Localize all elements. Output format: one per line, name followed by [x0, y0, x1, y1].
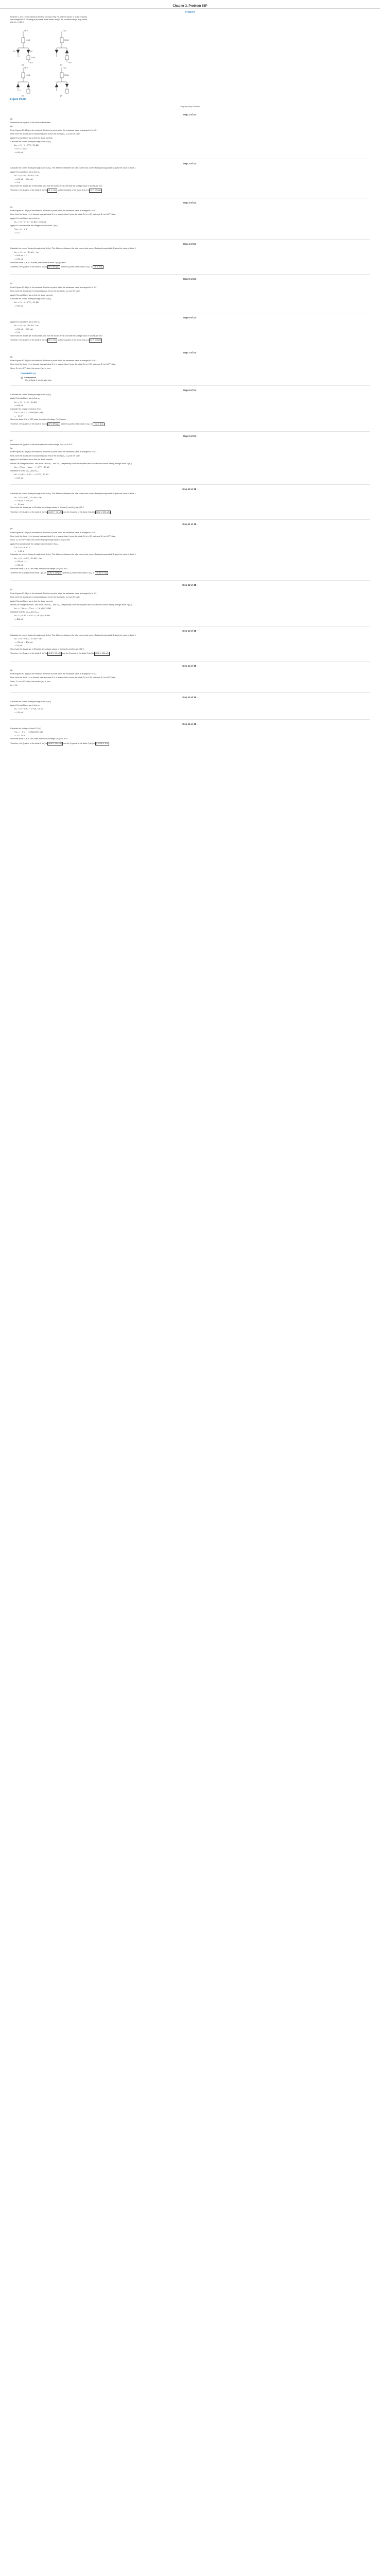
step-label [10, 693, 370, 701]
step-number: 7 of 18 [188, 351, 196, 354]
solution-step [10, 385, 370, 431]
solution-text: Iᴅ₂ = 0 A [10, 684, 18, 687]
chevron-right-icon[interactable]: › [196, 316, 197, 319]
answer-fragment: . [109, 742, 110, 744]
solution-text: Here, both the diodes are in forward bias and hence the diodes (D₁, D₂) are ON state. [10, 290, 80, 293]
solution-text: Apply KVL and Ohm's law to find the diode currents. [10, 294, 53, 296]
equation: = 82 μA [14, 645, 22, 647]
equation: Iᴅ₂ = (0 − (−6 V)) / 10 kΩ [14, 144, 39, 147]
solution-text: Here, both the diode 1 is in forward bias and diode 2 is in reverse bias. Hence, the diode D₁ is in ON state and D₂ is in OFF state. [10, 535, 116, 537]
equation: = 0 A [14, 331, 20, 334]
solution-text: Calculate the current flowing through diode 1 (Iᴅ₂). [10, 141, 52, 143]
tab-problem[interactable]: Problem [185, 11, 195, 14]
equation: = 559 μA [14, 711, 24, 714]
fig-label-vplus-b: +6 V [63, 29, 66, 32]
solution-text: Apply KVL and Ohm's law to find Iᴅ₁. [10, 217, 41, 219]
step-label [10, 386, 370, 394]
answer-box: (0 V, 600 μA) [89, 338, 102, 342]
step-number: 16 of 18 [187, 722, 197, 725]
answer-box: (−12 V, 0 A) [93, 422, 105, 426]
solution-text: (c) [10, 588, 13, 591]
solution-text: Here, both the diodes are in forward bias and hence the diodes (D₁, D₂) are ON state. [10, 133, 80, 135]
fig-label-r2-a: 10 kΩ [31, 56, 36, 59]
step-number: 13 of 18 [187, 629, 197, 632]
step-number: 4 of 18 [188, 243, 196, 246]
equation: = 0 A [14, 181, 20, 184]
solution-text: Apply KVL and Ohm's law to find Iᴅ₁. [10, 320, 41, 323]
equation: Iᴅ₁ = (6 − 0) / 10 kΩ − Iᴅ₂ [14, 175, 39, 177]
solution-text: Refer Figures P3.58 (b) in the textbook. Find the Iᴅ points when the resistance value is changed to 10 kΩ. [10, 531, 97, 534]
equation: = 0 V [14, 231, 20, 234]
equation: Vᴅ₂ = 6 − 6.82 V [14, 547, 30, 549]
answer-fragment: Therefore, the Q-points of the diode 1 (Iᴅ₁) is [10, 339, 48, 342]
solution-text: Calculate the current flowing through diode 1 (Iᴅ₁). The difference between the total current and current flowing through diode 2 gives the value of diode 1. [10, 247, 136, 250]
solution-step [10, 110, 370, 159]
solution-text: Refer Figures P3.58 (a) in the textbook. Find the Iᴅ points when the resistance value is changed to 10 kΩ. [10, 451, 97, 453]
answer-fragment: Therefore, the Q-points of the diode 1 (Iᴅ₁) is [10, 266, 48, 268]
step-number: 11 of 18 [187, 523, 197, 526]
step-label [10, 313, 370, 321]
step-prefix: Step [182, 584, 187, 587]
solution-text: Substitute 0.82 for Vᴅ₁ₒₙ and Vᴅ₂ₒₙ. [10, 611, 40, 614]
step-prefix: Step [182, 696, 187, 699]
equation: = 436 μA [14, 618, 24, 621]
fig-label-r-c: 10 kΩ [26, 74, 30, 76]
step-number: 6 of 18 [188, 316, 196, 319]
solution-step [10, 692, 370, 719]
fig-label-a: (a) [22, 63, 24, 66]
solution-text: Refer Figures P3.58 (a) in the textbook. Find the Iᴅ points when the resistance value is changed to 10 kΩ. [10, 129, 97, 131]
solution-text: Let the ON voltage of diode 1 and diode 2 are Vᴅ₁ₒₙ and Vᴅ₂ₒₙ respectively. Write the equation and calculate the current flowing through diode 2 (Iᴅ₂). [10, 462, 132, 465]
chevron-right-icon[interactable]: › [197, 629, 198, 632]
solution-text: Refer Figures P3.58 (c) in the textbook. Find the Iᴅ points when the resistance value is changed to 10 kΩ. [10, 286, 97, 289]
answer-fragment: Therefore, the Q-points of the diode 1 (Iᴅ₁) is [10, 422, 48, 425]
fig-label-vplus-d: +6 V [63, 66, 66, 69]
equation: = 6 V / 10 kΩ [14, 148, 27, 150]
solution-text: Since both the diodes are in ideal state, and both the diodes are in ON state the voltage value of diodes are zero. [10, 334, 103, 337]
answer-text [10, 189, 370, 192]
equation: Vᴅ₂ = −6 V − (10 kΩ)(600 μA) [14, 412, 43, 414]
solution-text: Apply KVL and calculate the voltage value of diode 2 (Vᴅ₂). [10, 224, 59, 227]
step-label [10, 581, 370, 588]
solution-step [10, 274, 370, 312]
chevron-right-icon[interactable]: › [196, 201, 197, 204]
problem-text: Find the V₁ and I for the diodes in the four circuits in Fig. P3.58 if the values of all the resistors are changed to 10 kΩ using (a) the ideal diode model and (b) the constant voltage drop model with Vᴅ = 0.82 V. [10, 16, 88, 24]
solution-text: Apply KVL and Ohm's law to find Iᴅ₁. [10, 397, 41, 400]
solution-text: Apply KVL and Ohm's law to find Iᴅ₁. [10, 704, 41, 707]
step-prefix: Step [183, 435, 188, 438]
chevron-right-icon[interactable]: › [197, 584, 198, 587]
equation: = −0.82 V [14, 550, 24, 552]
step-prefix: Step [182, 488, 187, 491]
chevron-right-icon[interactable]: › [196, 278, 197, 281]
step-number: 9 of 18 [188, 435, 196, 438]
step-prefix: Step [183, 278, 188, 281]
step-label [10, 159, 370, 167]
fig-label-c: (c) [22, 94, 24, 97]
chevron-right-icon[interactable]: › [196, 351, 197, 354]
solution-step [10, 626, 370, 661]
solution-text: Refer Figures P3.58 (d) in the textbook. Find the Iᴅ points when the resistance value is changed to 10 kΩ. [10, 673, 97, 675]
step-prefix: Step [182, 722, 187, 725]
step-prefix: Step [182, 523, 187, 526]
avatar [21, 377, 23, 379]
page-header [0, 0, 380, 9]
equation: = −82 μA [14, 503, 24, 505]
fig-label-vplus-c: +6 V [24, 66, 28, 69]
answer-box: (0.82 V, 82 μA) [47, 652, 62, 655]
step-number: 10 of 18 [187, 488, 197, 491]
step-label [10, 432, 370, 439]
step-prefix: Step [183, 243, 188, 246]
answer-fragment: . [108, 571, 109, 574]
answer-box: (0 V, 600 μA) [47, 422, 60, 426]
solution-steps [0, 110, 380, 751]
equation: = 600 μA − 600 μA [14, 178, 33, 180]
answer-fragment: and the Q-points of the diode 2 (Iᴅ₂) is [63, 511, 95, 513]
step-label [10, 275, 370, 282]
chevron-right-icon[interactable]: › [197, 664, 198, 667]
chevron-right-icon[interactable]: › [196, 435, 197, 438]
answer-text [10, 571, 370, 575]
comments-section [21, 372, 359, 381]
answer-box: (0 V, 0 A) [47, 338, 57, 342]
equation: Iᴅ₁ = (6 − 0.82) / 10 kΩ − Iᴅ₂ [14, 638, 42, 640]
equation: = 600 μA − 0 [14, 255, 27, 257]
solution-text: Apply KVL and Ohm's law to find the diode currents. [10, 600, 53, 602]
answer-text [10, 265, 370, 269]
solution-text: Calculate the current flowing through diode 1 (Iᴅ₁). The difference between the total current and current flowing through diode 2 gives the value of diode 1. [10, 493, 136, 495]
solution-text: Since the diode D₂ is in OFF state, the value of voltage (Vᴅ₂) is 0.82 V. [10, 567, 68, 570]
step-prefix: Step [182, 664, 187, 667]
answer-text [10, 338, 370, 342]
solution-text: (b) [10, 528, 13, 530]
answer-box: (0.82 V, 436 μA) [94, 652, 110, 655]
solution-text: Since, D₂ is in OFF state, the current (Iᴅ₂) is zero. [10, 680, 51, 683]
answer-box: (0 V, 600 μA) [89, 189, 102, 192]
equation: = 600 μA − 600 μA [14, 328, 33, 330]
equation: Iᴅ₁ = (6 − (−6)) / 20 kΩ [14, 401, 37, 403]
equation: = −12 V [14, 415, 23, 417]
solution-text: Here, both the diode 1 is in forward bias and diode 2 is in reverse bias. Hence, the diode D₁ is in ON state and D₂ is in OFF state. [10, 213, 116, 216]
solution-text: Apply KVL and Ohm's law to find the diode currents. [10, 137, 53, 139]
solution-step [10, 239, 370, 274]
solution-text: Refer Figures P3.58 (c) in the textbook. Find the Iᴅ points when the resistance value is changed to 10 kΩ. [10, 592, 97, 595]
fig-label-vminus-b: −6 V [68, 61, 72, 64]
fig-label-b: (b) [60, 63, 62, 66]
solution-text: Here, both the diodes are in forward bias and hence the diodes (D₁, D₂) are ON state. [10, 596, 80, 599]
equation: Iᴅ₂ = (0 − (−6 V)) / 10 kΩ [14, 301, 39, 304]
fig-label-d1-a: D1 [13, 50, 16, 53]
step-number: 5 of 18 [188, 278, 196, 281]
figure-caption: Figure P3.58 [10, 97, 26, 101]
equation: Iᴅ₂ = (0.82 − 0.82 − (−6 V)) / 10 kΩ [14, 473, 48, 476]
step-label [10, 520, 370, 528]
step-number: 15 of 18 [187, 696, 197, 699]
comment-body: Wrong Diode 1 is in forward bias [25, 379, 51, 381]
answer-box: (−6 V, 0 A) [93, 265, 103, 269]
circuit-figure [10, 27, 88, 102]
equation: = 518 μA [14, 564, 24, 566]
solution-text: Here, both the diode 1 is in forward bias and diode 2 is in reverse bias. Hence, the diode D₁ is in ON state and D₂ is in OFF state. [10, 676, 116, 679]
solution-text: Since the diode D₂ is in ON state, the current of diode 2 (Iᴅ₂) is zero. [10, 261, 66, 264]
step-label [10, 485, 370, 493]
step-number: 2 of 18 [188, 162, 196, 165]
chevron-right-icon[interactable]: › [197, 523, 198, 526]
solution-text: Substitute 0.82 for Vᴅ₁ₒₙ and Vᴅ₂ₒₙ. [10, 469, 40, 472]
solution-step [10, 431, 370, 484]
answer-fragment: and the Q-points of the diode 2 (Iᴅ₂) is [62, 652, 94, 655]
equation: Iᴅ₁ = (6 − 0.82 − (−6)) / 20 kΩ [14, 708, 44, 710]
step-prefix: Step [182, 629, 187, 632]
solution-text: Apply KVL and Ohm's law to find Iᴅ₁. [10, 171, 41, 173]
equation: Iᴅ₁ = (6 − (−6)) / 20 kΩ = 600 μA [14, 221, 46, 224]
fig-label-vminus-a: −6 V [29, 61, 33, 64]
equation: = −11.59 V [14, 734, 26, 737]
solution-step [10, 661, 370, 692]
fig-label-v: V [20, 89, 21, 92]
answer-box: (−0.82 V, 0 A) [95, 571, 108, 575]
step-label [10, 720, 370, 727]
answer-fragment: Therefore the Q-points of the diode 1 (Iᴅ₁) is [10, 571, 47, 574]
equation: Iᴅ₁ = (6 − 0.82) / 10 kΩ − Iᴅ₂ [14, 557, 42, 560]
equation: = 600 μA [14, 305, 24, 308]
step-prefix: Step [183, 351, 188, 354]
equation: Iᴅ₁ = (6 − 0.82) / 10 kΩ − Iᴅ₂ [14, 496, 42, 499]
chevron-right-icon[interactable]: › [196, 113, 197, 116]
answer-fragment: and the Q-points of the diode 2 (Iᴅ₂) is [57, 189, 90, 192]
answer-box: (0.82 V, 559 μA) [47, 742, 63, 745]
solution-text: Calculate the voltage of diode 2 (Vᴅ₂). [10, 408, 42, 410]
step-number: 8 of 18 [188, 388, 196, 392]
chevron-right-icon[interactable]: › [197, 696, 198, 699]
answer-fragment: . [103, 266, 104, 268]
solution-text: (b) [10, 439, 13, 442]
step-number: 3 of 18 [188, 201, 196, 204]
solution-text: Calculate the current flowing through diode 1 (Iᴅ₁). [10, 700, 51, 703]
answer-fragment: . [102, 189, 103, 192]
equation: = 518 μA − 436 μA [14, 641, 33, 643]
solution-text: Calculate the current flowing through diode 2 (Iᴅ₂). [10, 298, 52, 300]
fig-label-r-d: 10 kΩ [64, 74, 69, 76]
solution-step [10, 719, 370, 751]
step-prefix: Step [183, 316, 188, 319]
solution-text: Since both the diodes are in ON state, the voltage values of diodes (D₁ and D₂) are 0.82 V. [10, 506, 84, 509]
fig-label-d: (d) [60, 94, 62, 97]
solution-text: (d) [10, 355, 13, 358]
step-number: 12 of 18 [187, 584, 197, 587]
step-label [10, 110, 370, 118]
page-title: Chapter 3, Problem 58P [172, 5, 208, 8]
equation: Iᴅ₁ = (6 − 0) / 10 kΩ − Iᴅ₂ [14, 325, 39, 327]
chevron-right-icon[interactable]: › [197, 488, 198, 491]
answer-fragment: Therefore, the Q-points of the diode 1 (Iᴅ₁) is [10, 652, 48, 655]
answer-box: (0.82 V, −82 μA) [47, 511, 63, 514]
solution-text: Since the diode D₂ is in OFF state, the value of voltage (Vᴅ₂) is 0.82 V. [10, 738, 68, 740]
answer-fragment: . [110, 511, 111, 513]
comments-heading[interactable]: COMMENTS (1) [21, 372, 36, 375]
solution-text: Since both the diodes are in ideal state, and both the diodes are in ON state the voltage value of diodes are zero. [10, 184, 103, 187]
equation: = 600 μA [14, 477, 24, 479]
solution-text: Apply KVL and Ohm's law to find the diode currents. [10, 459, 53, 461]
step-prefix: Step [183, 201, 188, 204]
equation: Iᴅ₂ = (−0.82 − 0.82 − (−6 V)) / 10 kΩ [14, 615, 50, 617]
equation: Vᴅ₂ = −6 V − (10 kΩ)(559 μA) [14, 731, 43, 734]
answer-text [10, 511, 370, 514]
solution-text: Let the ON voltage of diode 1 and diode 2 are Vᴅ₁ₒₙ and Vᴅ₂ₒₙ respectively. Write the equation and calculate the current flowing through diode 2 (Iᴅ₂). [10, 604, 132, 606]
step-label [10, 198, 370, 206]
solution-step [10, 580, 370, 625]
answer-box: (0 V, 600 μA) [47, 265, 60, 269]
equation: = 600 μA [14, 151, 24, 154]
step-by-step-label: Step-by-step solution [180, 105, 200, 108]
solution-text: Here, both the diodes are in forward bias and hence the diodes (D₁, D₂) are ON state. [10, 454, 80, 457]
chevron-right-icon[interactable]: › [196, 388, 197, 392]
answer-fragment: and the Q-points of the diode 2 (Iᴅ₂) is [60, 422, 93, 425]
answer-fragment: and the Q-points of the diode 2 (Iᴅ₂) is [62, 571, 95, 574]
solution-text: (a) [10, 125, 13, 128]
fig-label-r-b: 10 kΩ [64, 39, 69, 41]
solution-step [10, 519, 370, 580]
solution-text: (c) [10, 282, 13, 285]
solution-text: (d) [10, 669, 13, 671]
solution-step [10, 198, 370, 240]
comment-username: Anonymous [24, 376, 37, 379]
circuit-diagram [10, 27, 88, 102]
answer-box: (−11.59 V, 0 A) [95, 742, 109, 745]
solution-text: Since both the diodes are in ON state, the voltage values of diodes (D₁ and D₂) are 0.82 V. [10, 648, 84, 650]
answer-fragment: Therefore, the Q-points of the diode 1 (Iᴅ₁) is [10, 742, 48, 744]
step-prefix: Step [183, 113, 188, 116]
solution-text: Apply KVL and calculate the voltage value of diode 2 (Vᴅ₂). [10, 543, 59, 545]
step-prefix: Step [183, 162, 188, 165]
equation: = 518 μA − 600 μA [14, 500, 33, 502]
answer-fragment: and the Q-points of the diode 2 (Iᴅ₂) is [60, 266, 93, 268]
fig-label-d2-a: D2 [30, 50, 33, 53]
answer-box: (0 V, 0 A) [47, 189, 57, 192]
solution-text: Calculate the current flowing through diode 1 (Iᴅ₁). [10, 393, 51, 396]
solution-text: (a) [10, 447, 13, 449]
answer-fragment: . [104, 422, 105, 425]
step-number: 14 of 18 [187, 664, 197, 667]
solution-text: Calculate the voltage of diode 2 (Vᴅ₂). [10, 727, 42, 730]
answer-box: (0.82 V, 600 μA) [95, 511, 111, 514]
equation: Iᴅ₂ = (Vᴅ₁ₒₙ − Vᴅ₂ₒₙ − (−6 V)) / 10 kΩ [14, 466, 50, 468]
fig-label-vplus-a: +6 V [24, 29, 28, 32]
answer-text [10, 422, 370, 426]
chevron-right-icon[interactable]: › [197, 722, 198, 725]
solution-text: Calculate the current flowing through diode 1 (Iᴅ₁). The difference between the total current and current flowing through diode 2 gives the value of diode 1. [10, 634, 136, 636]
equation: Vᴅ₂ = 6 − 6 V [14, 228, 28, 231]
step-number: 1 of 18 [188, 113, 196, 116]
step-prefix: Step [183, 388, 188, 392]
solution-text: Calculate the current flowing through diode 1 (Iᴅ₁). The difference between the total current and current flowing through diode 2 gives the value of diode 1. [10, 167, 136, 170]
step-label [10, 662, 370, 669]
answer-box: (0.82 V, 518 μA) [47, 571, 62, 575]
solution-text: Determine the Q-points of the diode when the diode voltage (Vᴅₒₙ) is 0.82 V. [10, 443, 73, 446]
step-label [10, 240, 370, 247]
answer-fragment: Therefore, the Q-points of the diode 1 (Iᴅ₁) is [10, 189, 48, 192]
solution-text: Determine the Iᴅ points of the diode in ideal state. [10, 122, 51, 124]
solution-text: Since, D₂ is in OFF state, the current (Iᴅ₂) is zero. [10, 367, 51, 369]
equation: = 600 μA [14, 404, 24, 407]
solution-step [10, 348, 370, 385]
solution-text: Calculate the current flowing through diode 1 (Iᴅ₁). The difference between the total current and current flowing through diode 2 gives the value of diode 1. [10, 553, 136, 556]
answer-fragment: . [102, 339, 103, 342]
solution-step [10, 484, 370, 519]
equation: Iᴅ₁ = (6 − 0) / 10 kΩ − Iᴅ₂ [14, 251, 39, 253]
answer-fragment: and the Q-points of the diode 2 (Iᴅ₂) is [63, 742, 95, 744]
solution-text: (b) [10, 206, 13, 208]
answer-fragment: and the Q-points of the diode 2 (Iᴅ₂) is [57, 339, 90, 342]
answer-text [10, 742, 370, 745]
step-label [10, 626, 370, 634]
solution-step [10, 313, 370, 348]
answer-fragment: . [109, 652, 110, 655]
solution-text: Refer Figures P3.58 (b) in the textbook. Find the Iᴅ points when the resistance value is changed to 10 kΩ. [10, 210, 97, 212]
chevron-right-icon[interactable]: › [196, 162, 197, 165]
answer-fragment: Therefore, the Q-points of the diode 1 (Iᴅ₁) is [10, 511, 48, 513]
solution-text: Since, D₂ is in OFF state, the current flowing through diode 2 (Iᴅ₂) is zero. [10, 539, 71, 541]
equation: Iᴅ₂ = (−Vᴅ₁ₒₙ − Vᴅ₂ₒₙ − (−6 V)) / 10 kΩ [14, 607, 51, 610]
chevron-right-icon[interactable]: › [196, 243, 197, 246]
fig-label-r-a: 10 kΩ [26, 39, 30, 41]
solution-step [10, 159, 370, 197]
solution-text: Here, both the diode 1 is in forward bias and diode 2 is in reverse bias. Hence, the diode D₁ is in ON state and D₂ is in OFF state. [10, 363, 116, 366]
solution-text: Refer Figures P3.58 (d) in the textbook. Find the Iᴅ points when the resistance value is changed to 10 kΩ. [10, 360, 97, 362]
step-label [10, 348, 370, 356]
solution-text: (a) [10, 117, 13, 120]
solution-text: Since the diode D₂ is in OFF state, the value of voltage (Vᴅ₂) is zero. [10, 418, 67, 421]
equation: = 600 μA [14, 258, 24, 261]
answer-text [10, 652, 370, 655]
equation: = 518 μA − 0 [14, 561, 27, 563]
